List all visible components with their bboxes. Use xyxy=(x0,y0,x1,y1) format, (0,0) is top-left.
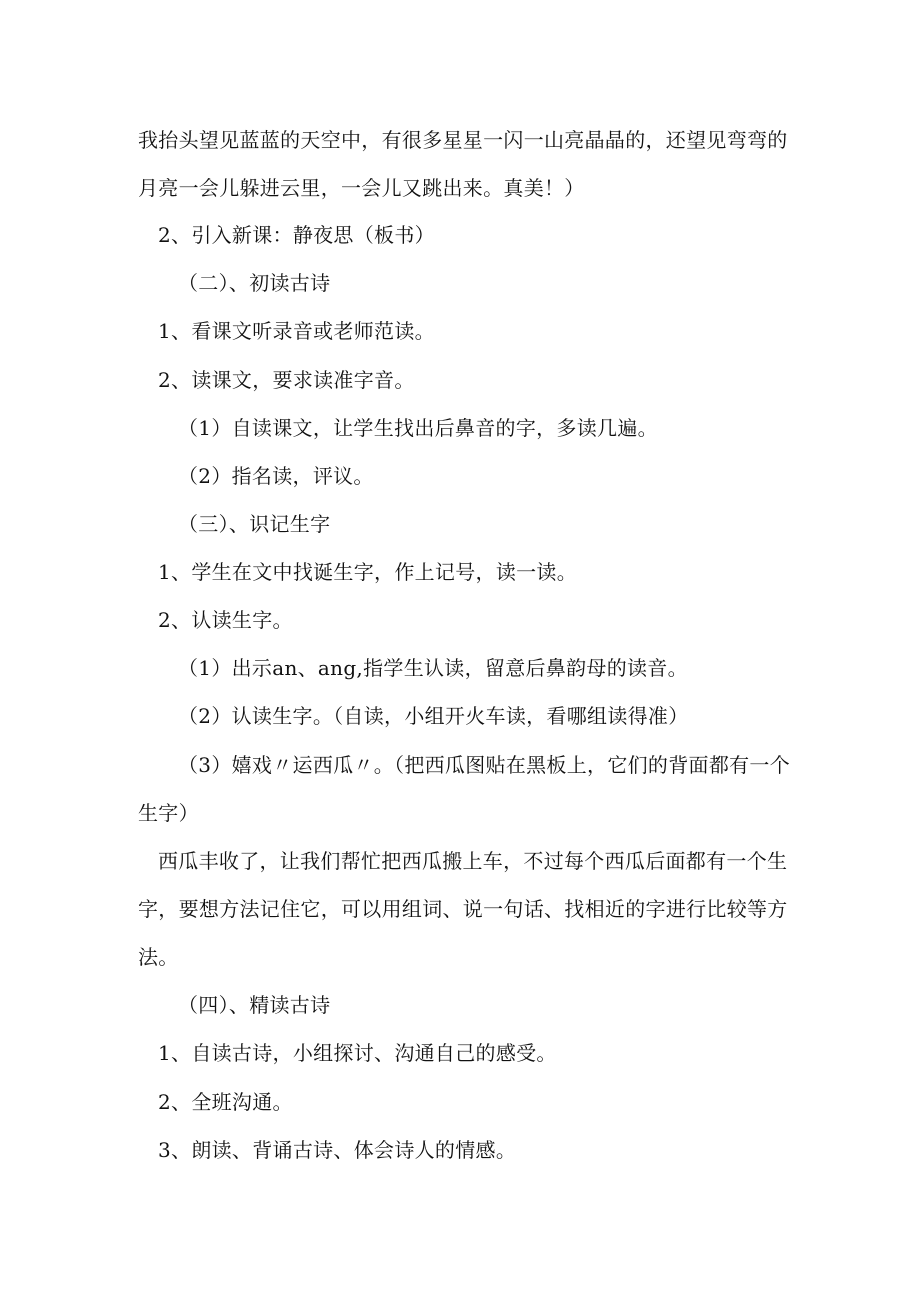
sub-item: （2）指名读，评议。 xyxy=(178,464,374,488)
section-item: 1、看课文听录音或老师范读。 xyxy=(158,319,435,343)
section-item: 1、自读古诗，小组探讨、沟通自己的感受。 xyxy=(158,1041,557,1065)
section-item: 2、认读生字。 xyxy=(158,608,293,632)
section-item: 2、引入新课：静夜思（板书） xyxy=(158,223,435,247)
sub-item: （2）认读生字。（自读，小组开火车读，看哪组读得准） xyxy=(178,704,689,728)
section-item: 3、朗读、背诵古诗、体会诗人的情感。 xyxy=(158,1138,517,1162)
paragraph-line: 我抬头望见蓝蓝的天空中，有很多星星一闪一山亮晶晶的，还望见弯弯的 xyxy=(138,128,788,152)
sub-item: （1）出示an、ang,指学生认读，留意后鼻韵母的读音。 xyxy=(178,656,688,680)
section-item: 1、学生在文中找诞生字，作上记号，读一读。 xyxy=(158,560,578,584)
sub-item: （1）自读课文，让学生找出后鼻音的字，多读几遍。 xyxy=(178,416,658,440)
paragraph-line: 字，要想方法记住它，可以用组词、说一句话、找相近的字进行比较等方 xyxy=(138,897,788,921)
paragraph-line: 法。 xyxy=(138,945,179,969)
section-heading: （四）、精读古诗 xyxy=(178,993,331,1017)
paragraph-line: 西瓜丰收了，让我们帮忙把西瓜搬上车，不过每个西瓜后面都有一个生 xyxy=(158,849,788,873)
section-item: 2、读课文，要求读准字音。 xyxy=(158,368,415,392)
paragraph-line: 生字） xyxy=(138,801,199,825)
section-heading: （三）、识记生字 xyxy=(178,512,331,536)
section-item: 2、全班沟通。 xyxy=(158,1090,293,1114)
section-heading: （二）、初读古诗 xyxy=(178,271,331,295)
paragraph-line: 月亮一会儿躲进云里，一会儿又跳出来。真美！） xyxy=(138,176,585,200)
sub-item: （3）嬉戏〃运西瓜〃。（把西瓜图贴在黑板上，它们的背面都有一个 xyxy=(178,753,791,777)
